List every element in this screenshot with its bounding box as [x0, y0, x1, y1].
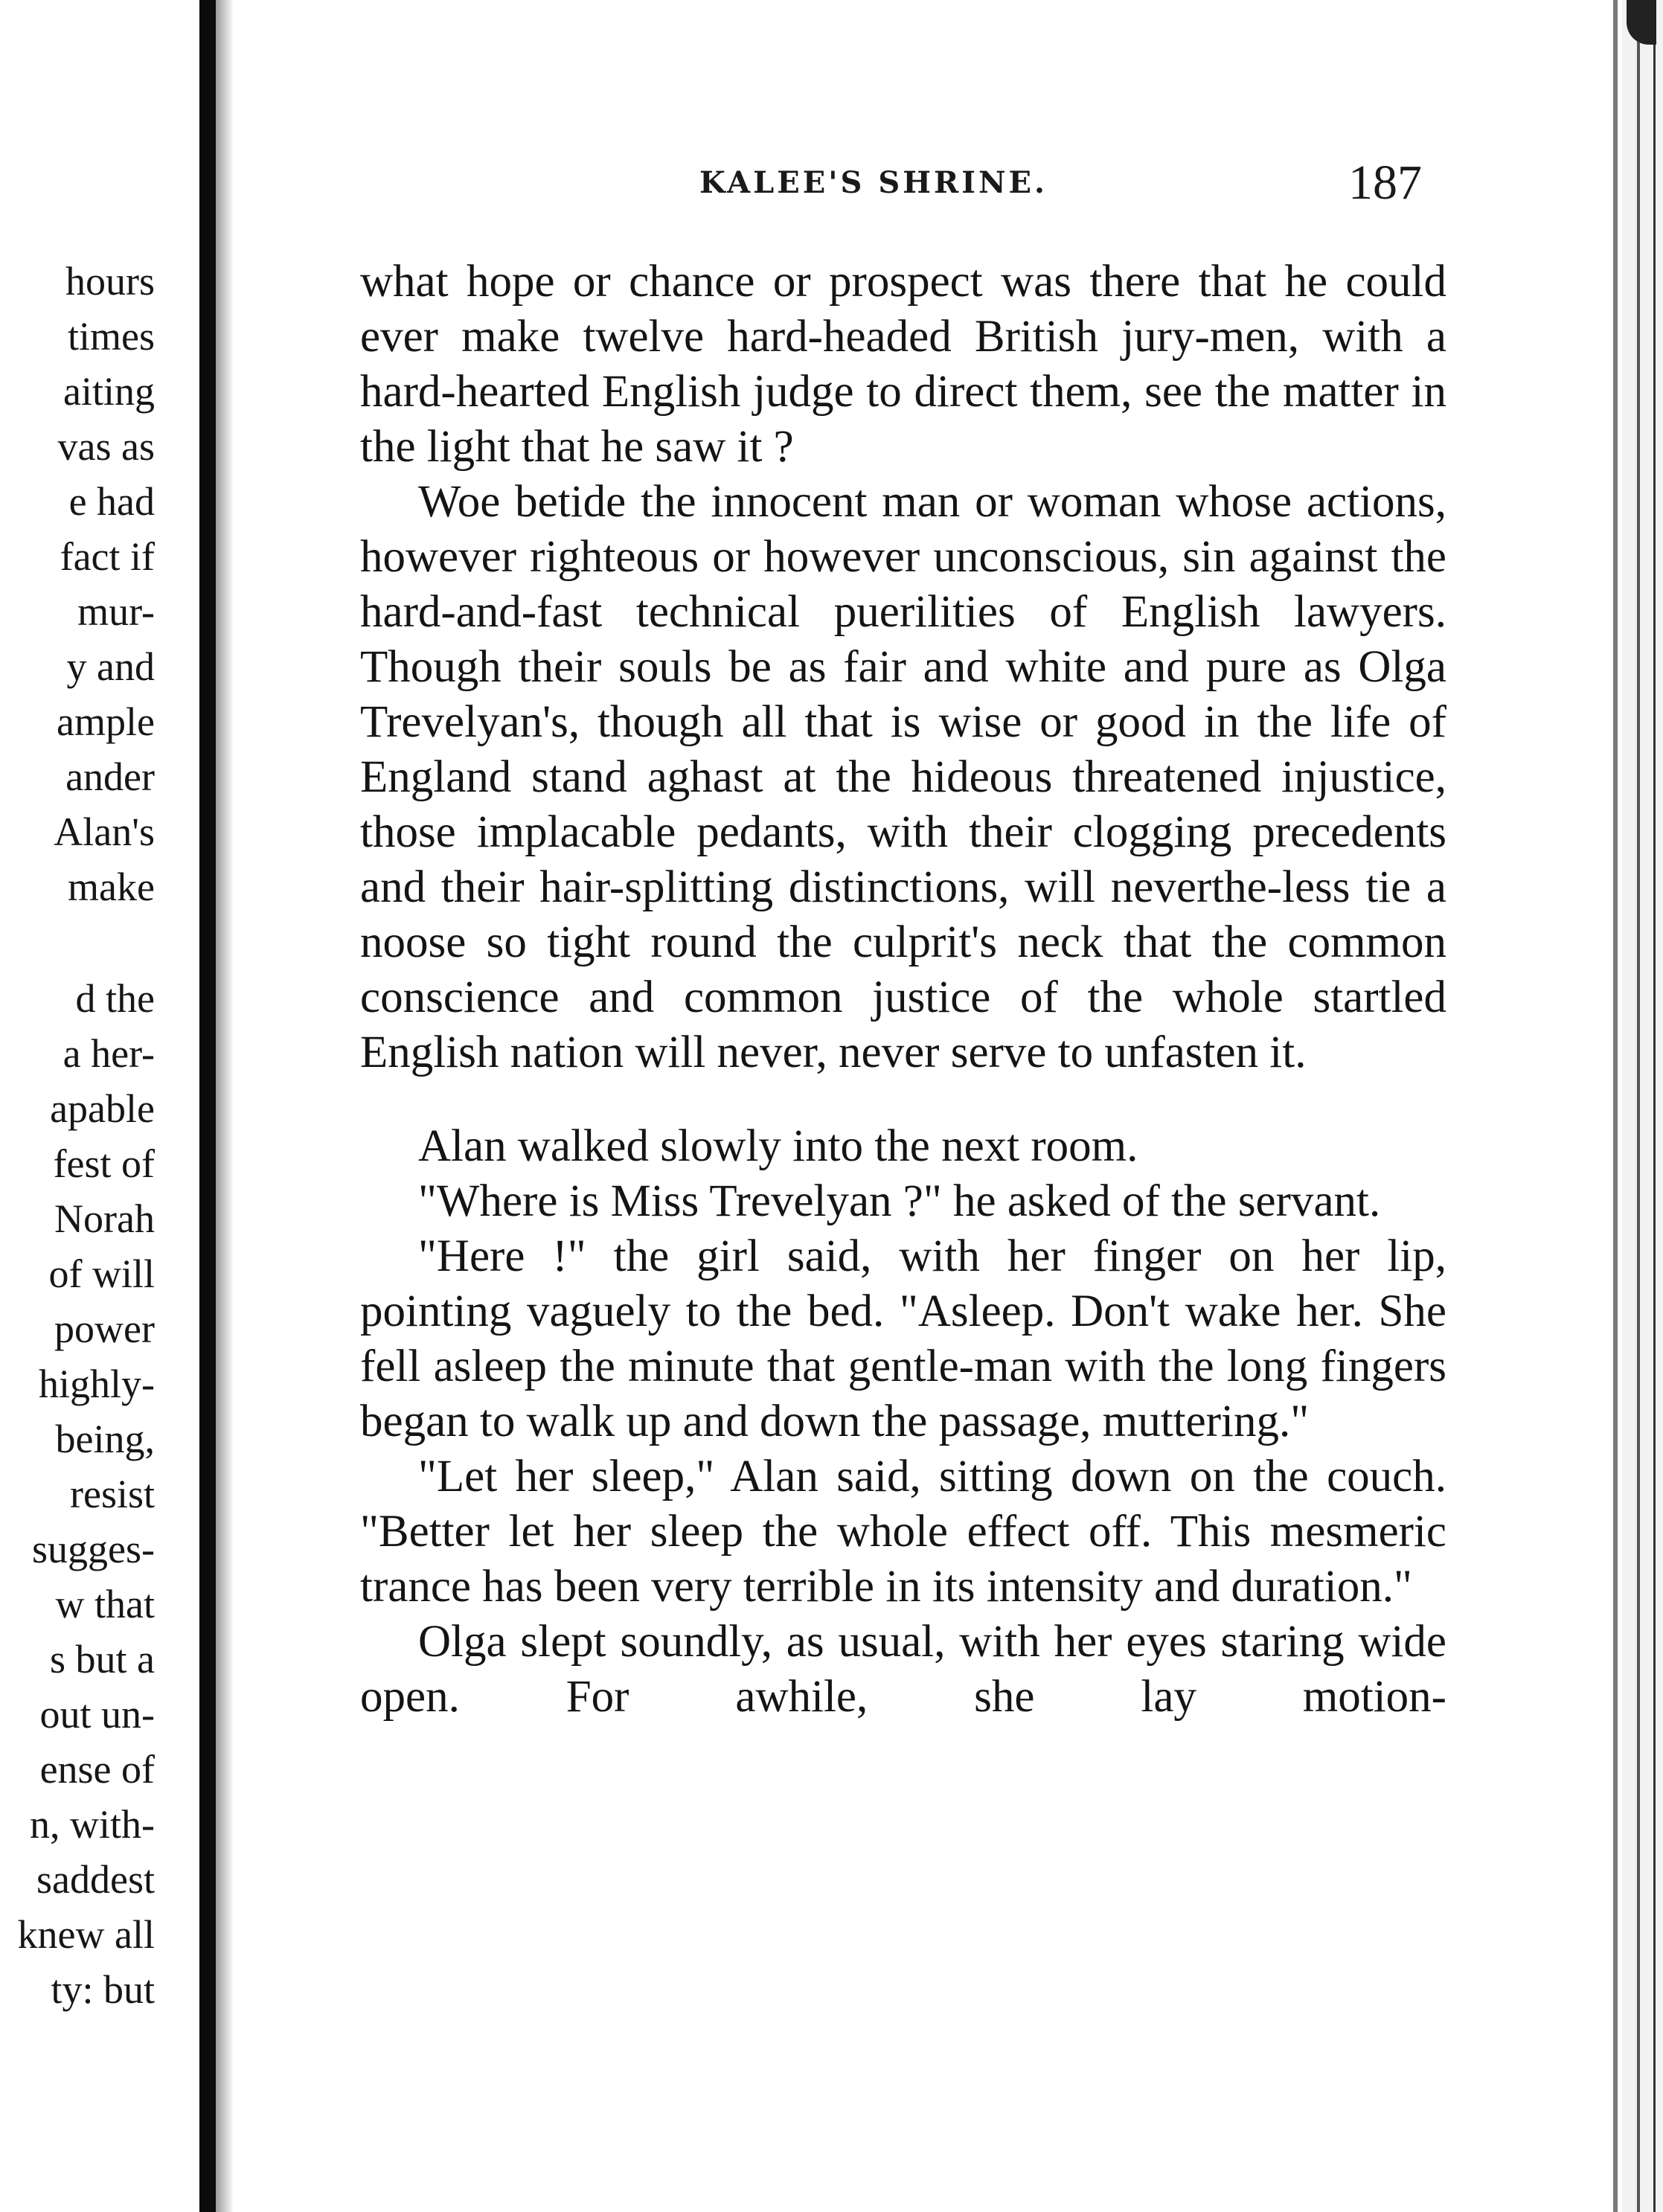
left-page-line: d the	[75, 976, 155, 1021]
book-gutter-shadow	[199, 0, 216, 2212]
left-page-line: saddest	[36, 1857, 155, 1902]
gutter-fade	[216, 0, 234, 2212]
left-page-line: make	[68, 865, 155, 909]
page-edge-line	[1613, 0, 1618, 2212]
section-gap	[360, 1080, 1446, 1119]
left-page-line: apable	[50, 1086, 155, 1131]
left-page-line: s but a	[50, 1637, 155, 1682]
page-edge-line	[1637, 0, 1640, 2212]
left-page-line: knew all	[17, 1912, 155, 1957]
left-page-line: fest of	[53, 1141, 155, 1186]
left-page-line: aiting	[63, 369, 155, 414]
page-number: 187	[1348, 156, 1422, 210]
paragraph: Olga slept soundly, as usual, with her eyes staring wide open. For awhile, she lay motion-	[360, 1617, 1446, 1722]
paragraph: what hope or chance or prospect was there that he could ever make twelve hard-headed British jury-men, with a hard-hearted English judge to direct them, see the matter in the light that he saw it ?	[360, 257, 1446, 472]
left-facing-page	[0, 0, 201, 2212]
left-page-line: ense of	[39, 1747, 155, 1792]
left-page-line: Alan's	[54, 810, 155, 854]
paragraph: "Where is Miss Trevelyan ?" he asked of the servant.	[418, 1176, 1381, 1226]
left-page-line: y and	[66, 644, 155, 689]
left-page-line: fact if	[60, 534, 155, 579]
left-page-line: w that	[55, 1582, 155, 1626]
left-page-line: being,	[55, 1417, 155, 1461]
paragraph: "Let her sleep," Alan said, sitting down on the couch. "Better let her sleep the whole effect off. This mesmeric trance has been very terrible in its intensity and duration."	[360, 1452, 1446, 1612]
left-page-line: mur-	[77, 589, 155, 634]
left-page-line: e had	[68, 479, 155, 524]
left-page-line: vas as	[57, 424, 155, 469]
page-body-text	[360, 254, 1446, 1725]
page-edge-line	[1653, 0, 1656, 2212]
paragraph: Alan walked slowly into the next room.	[418, 1121, 1138, 1171]
left-page-line: resist	[70, 1472, 155, 1516]
paragraph: "Here !" the girl said, with her finger on her lip, pointing vaguely to the bed. "Asleep. Don't wake her. She fell asleep the minute that gentle-man with the long fingers began to walk up and down the passage, muttering."	[360, 1231, 1446, 1446]
book-edge-pages	[1622, 0, 1663, 2212]
left-page-line: out un-	[39, 1692, 155, 1737]
paragraph: Woe betide the innocent man or woman whose actions, however righteous or however unconscious, sin against the hard-and-fast technical puerilities of English lawyers. Though their souls be as fair and white and pure as Olga Trevelyan's, though all that is wise or good in the life of England stand aghast at the hideous threatened injustice, those implacable pedants, with their clogging precedents and their hair-splitting distinctions, will neverthe-less tie a noose so tight round the culprit's neck that the common conscience and common justice of the whole startled English nation will never, never serve to unfasten it.	[360, 477, 1446, 1077]
left-page-line: times	[68, 314, 155, 359]
left-page-line: Norah	[54, 1196, 155, 1241]
left-page-line: ample	[57, 699, 155, 744]
left-page-line: ander	[65, 754, 155, 799]
left-page-line: power	[54, 1307, 155, 1351]
left-page-line: ty: but	[51, 1967, 155, 2012]
left-page-line: of will	[48, 1251, 155, 1296]
left-page-line: n, with-	[30, 1802, 155, 1847]
left-page-line: a her-	[63, 1031, 155, 1076]
left-page-line: sugges-	[32, 1527, 155, 1571]
left-page-line: hours	[65, 259, 155, 304]
running-header-title: KALEE'S SHRINE.	[699, 165, 1048, 200]
left-page-line: highly-	[39, 1362, 155, 1406]
